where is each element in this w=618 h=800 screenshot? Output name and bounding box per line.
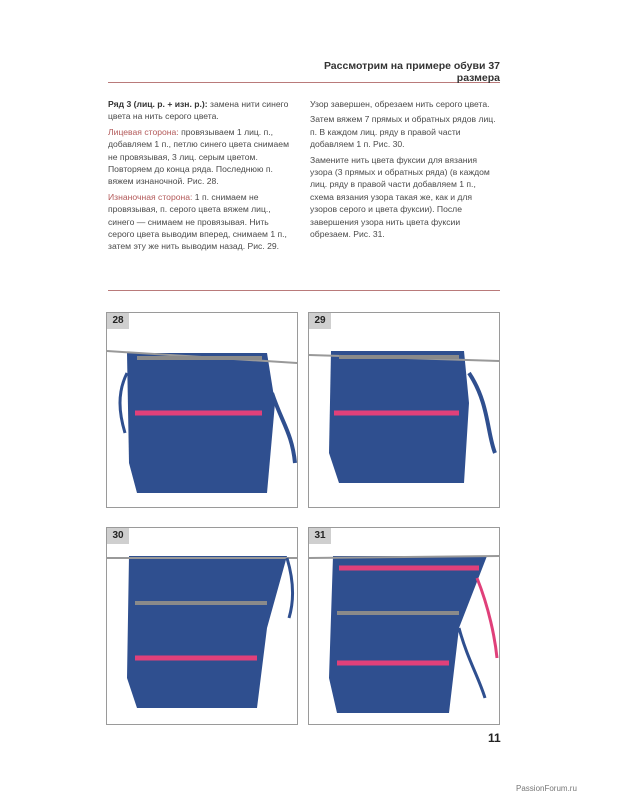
figure-28 [106, 312, 298, 508]
rows-paragraph: Затем вяжем 7 прямых и обратных рядов лиц. п. В каждом лиц. ряду в правой части добавляем 1 п. Рис. 30. [310, 114, 496, 150]
knitting-photo [107, 528, 297, 724]
figure-number: 29 [309, 313, 331, 329]
figure-29 [308, 312, 500, 508]
front-side-text: провязываем 1 лиц. п., добавляем 1 п., петлю синего цвета снимаем не провязывая, 3 лиц. серым цветом. Повторяем до конца ряда. Последнюю п. вяжем изнаночной. Рис. 28. [108, 126, 289, 187]
page-number: 11 [488, 731, 501, 745]
knitting-photo [107, 313, 297, 507]
back-side-text: 1 п. снимаем не провязывая, п. серого цвета вяжем лиц., синего — снимаем не провязывая. Нить серого цвета выводим вперед, снимаем 1 п., затем эту же нить выводим назад. Рис. 29. [108, 191, 287, 252]
front-side-label: Лицевая сторона: [108, 126, 179, 137]
figure-number: 31 [309, 528, 331, 544]
right-text-column [310, 98, 500, 243]
front-side-paragraph [108, 126, 296, 188]
figure-31 [308, 527, 500, 725]
pattern-done-paragraph: Узор завершен, обрезаем нить серого цвета. [310, 99, 490, 109]
back-side-label: Изнаночная сторона: [108, 191, 193, 202]
fuchsia-paragraph: Замените нить цвета фуксии для вязания узора (3 прямых и обратных ряда) (в каждом лиц. ряду в правой части добавляем 1 п., схема вязания узора такая же, как и для узоров серого и цвета фуксии). После завершения узора нить цвета фуксии обрезаем. Рис. 31. [310, 154, 490, 240]
figure-number: 30 [107, 528, 129, 544]
knitting-photo [309, 528, 499, 724]
back-side-paragraph [108, 191, 296, 253]
page-title: Рассмотрим на примере обуви 37 размера [323, 60, 500, 84]
knitting-photo [309, 313, 499, 507]
watermark: PassionForum.ru [516, 784, 577, 793]
section-divider [108, 290, 500, 291]
row-paragraph [108, 98, 296, 123]
row-heading: Ряд 3 (лиц. р. + изн. р.): [108, 99, 208, 109]
left-text-column [108, 98, 296, 256]
figure-number: 28 [107, 313, 129, 329]
row-text: замена нити синего цвета на нить серого цвета. [108, 99, 289, 122]
figure-30 [106, 527, 298, 725]
